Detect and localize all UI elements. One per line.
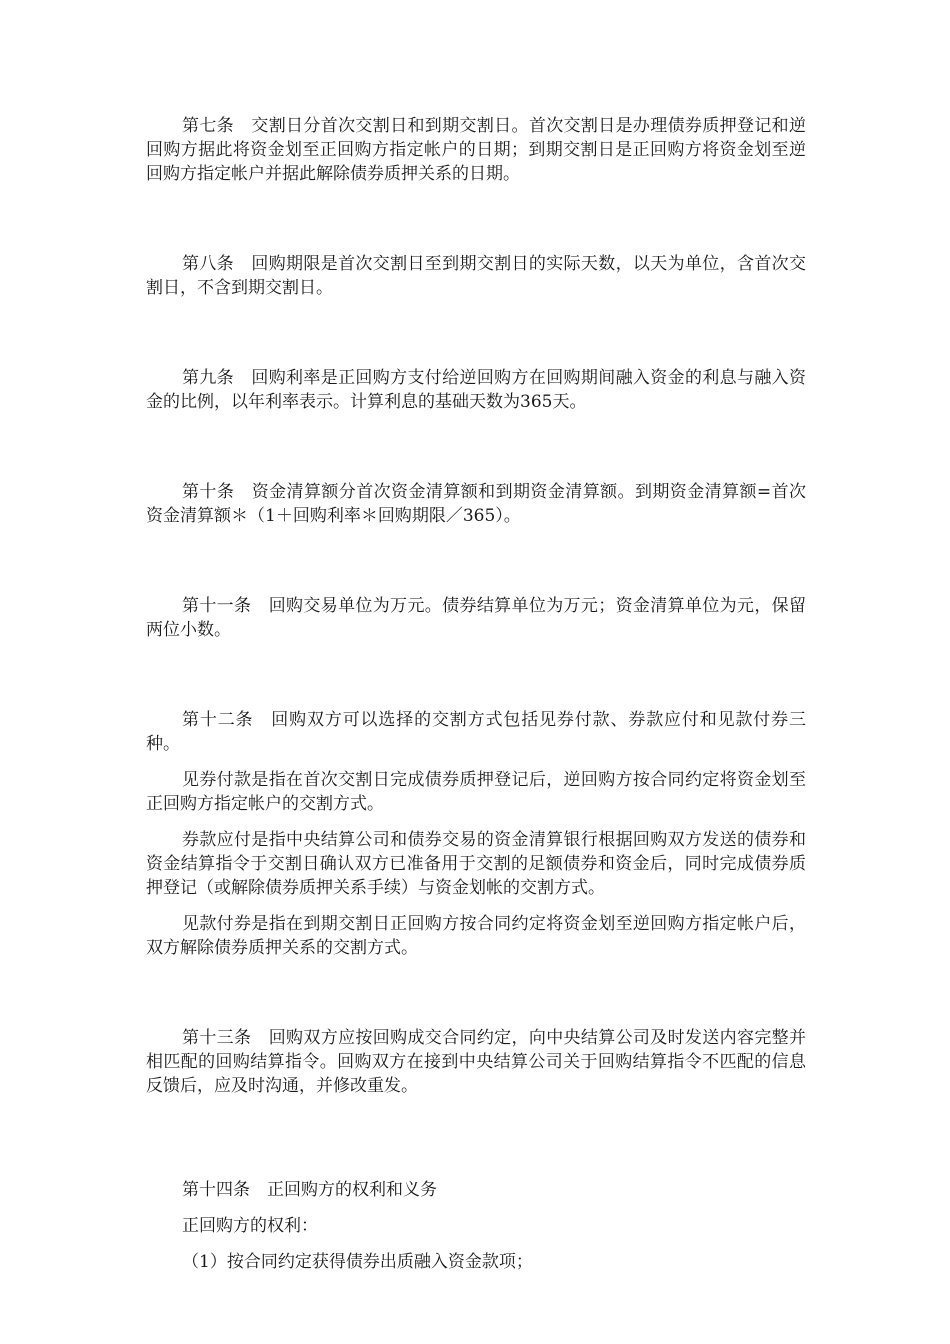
- article-11-heading: 第十一条: [182, 596, 252, 616]
- article-10-text: 资金清算额分首次资金清算额和到期资金清算额。到期资金清算额=首次资金清算额＊（1＋回购利率＊回购期限／365）。: [146, 482, 806, 526]
- article-8-heading: 第八条: [182, 254, 235, 274]
- article-9: [146, 366, 806, 414]
- article-8-text: 回购期限是首次交割日至到期交割日的实际天数，以天为单位，含首次交割日，不含到期交割日。: [146, 254, 807, 298]
- article-12-text: 回购双方可以选择的交割方式包括见券付款、券款应付和见款付券三种。: [146, 710, 807, 754]
- article-12: [146, 708, 806, 756]
- article-13-heading: 第十三条: [182, 1028, 252, 1048]
- article-10: [146, 480, 806, 528]
- article-13: [146, 1026, 806, 1098]
- article-7-text: 交割日分首次交割日和到期交割日。首次交割日是办理债券质押登记和逆回购方据此将资金划至正回购方指定帐户的日期；到期交割日是正回购方将资金划至逆回购方指定帐户并据此解除债券质押关系的日期。: [146, 116, 807, 184]
- document-page: [146, 114, 806, 1274]
- article-7: [146, 114, 806, 186]
- article-9-heading: 第九条: [182, 368, 235, 388]
- article-14-subpara-1: 正回购方的权利：: [182, 1216, 318, 1236]
- article-11-text: 回购交易单位为万元。债券结算单位为万元；资金清算单位为元，保留两位小数。: [146, 596, 807, 640]
- article-14-list-item-1: （1）按合同约定获得债券出质融入资金款项；: [182, 1252, 533, 1272]
- article-10-heading: 第十条: [182, 482, 235, 502]
- article-12-subpara-1: 见券付款是指在首次交割日完成债券质押登记后，逆回购方按合同约定将资金划至正回购方指定帐户的交割方式。: [146, 770, 806, 814]
- article-14-heading: 第十四条: [182, 1180, 250, 1200]
- article-12-subpara-2: 券款应付是指中央结算公司和债券交易的资金清算银行根据回购双方发送的债券和资金结算指令于交割日确认双方已准备用于交割的足额债券和资金后，同时完成债券质押登记（或解除债券质押关系手续）与资金划帐的交割方式。: [146, 830, 806, 898]
- article-14-text: 正回购方的权利和义务: [267, 1180, 437, 1200]
- article-11: [146, 594, 806, 642]
- article-7-heading: 第七条: [182, 116, 235, 136]
- article-13-text: 回购双方应按回购成交合同约定，向中央结算公司及时发送内容完整并相匹配的回购结算指令。回购双方在接到中央结算公司关于回购结算指令不匹配的信息反馈后，应及时沟通，并修改重发。: [146, 1028, 807, 1096]
- article-12-heading: 第十二条: [182, 710, 254, 730]
- article-8: [146, 252, 806, 300]
- article-12-subpara-3: 见款付券是指在到期交割日正回购方按合同约定将资金划至逆回购方指定帐户后，双方解除债券质押关系的交割方式。: [146, 914, 806, 958]
- article-14: [146, 1178, 806, 1202]
- article-9-text: 回购利率是正回购方支付给逆回购方在回购期间融入资金的利息与融入资金的比例，以年利率表示。计算利息的基础天数为365天。: [146, 368, 807, 412]
